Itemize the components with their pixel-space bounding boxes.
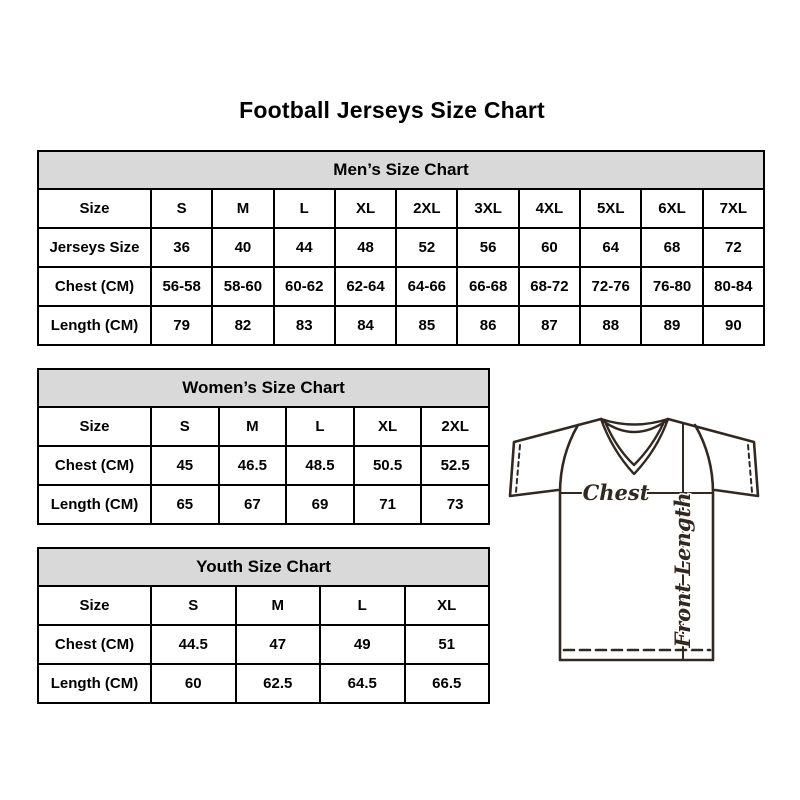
chest-measure-label: Chest	[582, 480, 650, 505]
data-cell: 64-66	[396, 267, 457, 306]
data-cell: L	[286, 407, 354, 446]
jersey-measurement-diagram	[500, 398, 774, 672]
data-cell: 84	[335, 306, 396, 345]
data-cell: 40	[212, 228, 273, 267]
data-cell: 76-80	[641, 267, 702, 306]
data-cell: 69	[286, 485, 354, 524]
data-cell: 4XL	[519, 189, 580, 228]
data-cell: S	[151, 407, 219, 446]
row-header-cell: Size	[38, 189, 151, 228]
data-cell: XL	[354, 407, 422, 446]
data-cell: 82	[212, 306, 273, 345]
data-cell: 89	[641, 306, 702, 345]
row-header-cell: Size	[38, 407, 151, 446]
data-cell: 52.5	[421, 446, 489, 485]
row-header-cell: Length (CM)	[38, 485, 151, 524]
data-cell: 68	[641, 228, 702, 267]
data-cell: 36	[151, 228, 212, 267]
data-cell: 65	[151, 485, 219, 524]
data-cell: 52	[396, 228, 457, 267]
data-cell: 64.5	[320, 664, 405, 703]
data-cell: 72-76	[580, 267, 641, 306]
data-cell: 44.5	[151, 625, 236, 664]
row-header-cell: Size	[38, 586, 151, 625]
data-cell: 44	[274, 228, 335, 267]
data-cell: 48.5	[286, 446, 354, 485]
data-cell: 6XL	[641, 189, 702, 228]
data-cell: 86	[457, 306, 518, 345]
data-cell: L	[274, 189, 335, 228]
mens-size-table	[37, 150, 765, 346]
data-cell: M	[236, 586, 321, 625]
data-cell: S	[151, 586, 236, 625]
v-neck-collar	[601, 419, 668, 474]
data-cell: 56-58	[151, 267, 212, 306]
data-cell: 60-62	[274, 267, 335, 306]
data-cell: 68-72	[519, 267, 580, 306]
data-cell: 87	[519, 306, 580, 345]
data-cell: 72	[703, 228, 764, 267]
data-cell: 88	[580, 306, 641, 345]
data-cell: 73	[421, 485, 489, 524]
left-cuff-stitch-icon	[516, 445, 520, 492]
mens-size-table-grid	[37, 150, 765, 346]
data-cell: 46.5	[219, 446, 287, 485]
mens-table-title: Men’s Size Chart	[38, 151, 764, 189]
data-cell: 58-60	[212, 267, 273, 306]
data-cell: 85	[396, 306, 457, 345]
data-cell: 80-84	[703, 267, 764, 306]
youth-table-title: Youth Size Chart	[38, 548, 489, 586]
data-cell: M	[212, 189, 273, 228]
data-cell: 56	[457, 228, 518, 267]
data-cell: 7XL	[703, 189, 764, 228]
data-cell: 3XL	[457, 189, 518, 228]
youth-size-table	[37, 547, 490, 704]
data-cell: S	[151, 189, 212, 228]
data-cell: 45	[151, 446, 219, 485]
data-cell: 2XL	[421, 407, 489, 446]
womens-size-table	[37, 368, 490, 525]
data-cell: XL	[405, 586, 490, 625]
data-cell: 60	[151, 664, 236, 703]
data-cell: 49	[320, 625, 405, 664]
data-cell: XL	[335, 189, 396, 228]
data-cell: 47	[236, 625, 321, 664]
data-cell: 62-64	[335, 267, 396, 306]
row-header-cell: Jerseys Size	[38, 228, 151, 267]
data-cell: 62.5	[236, 664, 321, 703]
data-cell: 48	[335, 228, 396, 267]
front-length-measure-label: Front Length	[670, 492, 695, 648]
data-cell: 64	[580, 228, 641, 267]
row-header-cell: Chest (CM)	[38, 446, 151, 485]
data-cell: L	[320, 586, 405, 625]
row-header-cell: Chest (CM)	[38, 267, 151, 306]
data-cell: 67	[219, 485, 287, 524]
youth-size-table-grid	[37, 547, 490, 704]
womens-table-title: Women’s Size Chart	[38, 369, 489, 407]
right-cuff-stitch-icon	[748, 445, 752, 492]
data-cell: 5XL	[580, 189, 641, 228]
data-cell: 83	[274, 306, 335, 345]
data-cell: 66.5	[405, 664, 490, 703]
data-cell: 90	[703, 306, 764, 345]
data-cell: 51	[405, 625, 490, 664]
data-cell: 50.5	[354, 446, 422, 485]
womens-size-table-grid	[37, 368, 490, 525]
data-cell: 66-68	[457, 267, 518, 306]
data-cell: 60	[519, 228, 580, 267]
data-cell: 71	[354, 485, 422, 524]
row-header-cell: Length (CM)	[38, 306, 151, 345]
row-header-cell: Length (CM)	[38, 664, 151, 703]
row-header-cell: Chest (CM)	[38, 625, 151, 664]
data-cell: 79	[151, 306, 212, 345]
page-title: Football Jerseys Size Chart	[239, 97, 545, 123]
data-cell: M	[219, 407, 287, 446]
data-cell: 2XL	[396, 189, 457, 228]
